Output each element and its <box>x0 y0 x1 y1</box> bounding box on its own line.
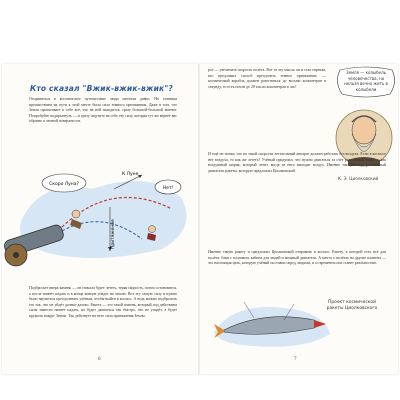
page-number-right: 7 <box>294 357 297 362</box>
middle-paragraph: И ещё он понял, что на такой скорости летательный аппарат должен работать без воздуха. Если в космосе нет воздуха, то как же лететь? Учёный придумал, что нужно двигаться за счёт реактивной силы — как воздушный шарик, который летит, когда из него выходит воздух. Именно так работает реактивный двигатель ракеты, которую предложил Циолковский. <box>208 152 386 173</box>
lower-paragraph: Именно такую ракету и предложил Циолковский отправить в космос. Ракету, в которой есть всё для полёта: баки с топливом, кабина для людей и мощный двигатель. А мечта о полётах на другие планеты — это настоящая цель, которую учёный поставил перед людьми, и со временем она станет реальностью. <box>208 250 386 265</box>
left-page <box>2 64 199 374</box>
page-title: Кто сказал "Вжик-вжик-вжик"? <box>30 84 173 93</box>
gravity-label: Притяжение <box>111 219 116 249</box>
page-number-left: 6 <box>98 357 101 362</box>
moon-question-label: Скоро Луна? <box>49 182 79 187</box>
right-page <box>200 64 398 374</box>
portrait-caption: К. Э. Циолковский <box>338 176 379 181</box>
project-caption: Проект космической ракеты Циолковского <box>326 300 378 311</box>
to-moon-label: К Луне <box>122 172 139 177</box>
body-paragraph: Подбросьте вверх камень — он сначала будет лететь, теряя скорость, потом остановится, а после начнёт падать и в конце концов упадёт на землю. Вот эту самую силу и нужно было научиться преодолевать учёным, чтобы выйти в космос. А ведь можно подбросить его так, что он уйдёт далеко-далеко. Ракета — это такой камень, который под действием силы тяжести начнёт падать, но будет двигаться так быстро, что не упадёт, а будет кружить вокруг Земли. Так действует на него сила притяжения Земли. <box>29 286 177 318</box>
rocket-illustration <box>204 292 334 352</box>
quote-text: Земля — колыбель человечества, но нельзя вечно жить в колыбели <box>344 70 388 92</box>
top-paragraph: рот — увеличить скорость полёта. Вот за эту мысль он и стал первым, кто предложил способ преодолеть земное притяжение, — космический корабль должен разогнаться до восьми километров в секунду, то есть почти до 29 тысяч километров в час! <box>208 68 326 89</box>
intro-paragraph: Отправиться в космическое путешествие люди мечтали давно. Но главным препятствием на пути к этой мечте была сила земного притяжения. Даже в том, что Земля притягивает к себе всё, что на ней находится, сразу большой-большой магнит. Попробуйте подпрыгнуть — и сразу ощутите на себе эту силу, которая тут же вернёт вас обратно к земной поверхности. <box>29 97 177 123</box>
cannon-illustration <box>2 159 199 274</box>
no-label: Нет! <box>162 186 174 191</box>
